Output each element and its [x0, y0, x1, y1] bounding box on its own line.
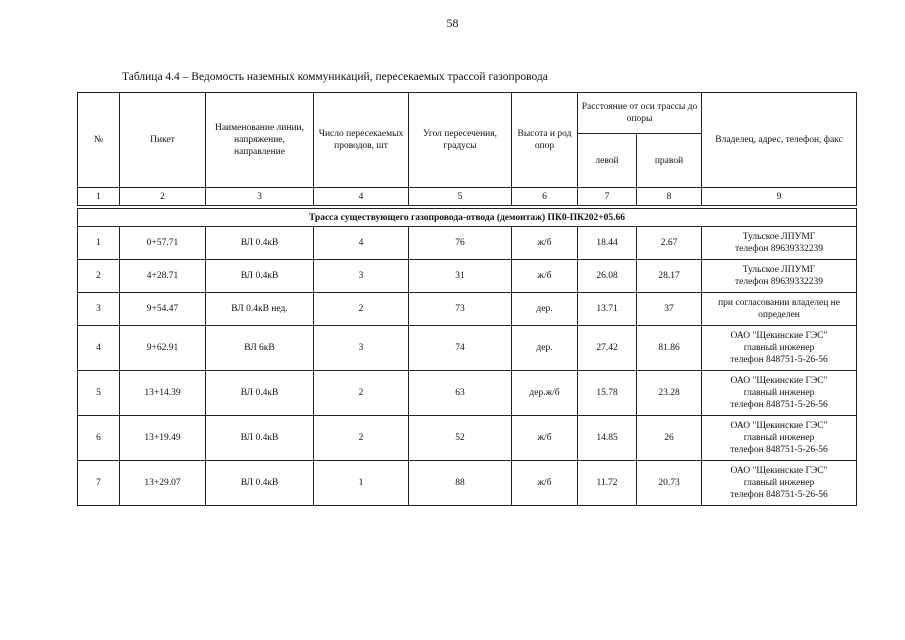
cell-support: дер. — [512, 293, 578, 326]
cell-left-distance: 11.72 — [578, 461, 637, 506]
table-row — [78, 326, 857, 371]
owner-line: определен — [758, 310, 800, 320]
owner-line: ОАО "Щекинские ГЭС" — [730, 466, 828, 476]
cell-piket: 9+62.91 — [120, 326, 206, 371]
cell-left-distance: 27.42 — [578, 326, 637, 371]
cell-angle: 73 — [409, 293, 512, 326]
owner-line: при согласовании владелец не — [718, 298, 840, 308]
cell-wires: 2 — [314, 416, 409, 461]
table-row — [78, 416, 857, 461]
cell-wires: 3 — [314, 260, 409, 293]
cell-support: дер. — [512, 326, 578, 371]
cell-piket: 13+14.39 — [120, 371, 206, 416]
cell-right-distance: 81.86 — [637, 326, 702, 371]
cell-angle: 63 — [409, 371, 512, 416]
cell-support: ж/б — [512, 260, 578, 293]
column-number-row — [78, 188, 857, 206]
cell-piket: 13+29.07 — [120, 461, 206, 506]
cell-num: 7 — [78, 461, 120, 506]
cell-left-distance: 13.71 — [578, 293, 637, 326]
page-number: 58 — [446, 16, 459, 30]
cell-owner — [702, 326, 857, 371]
column-number: 3 — [206, 188, 314, 206]
cell-piket: 4+28.71 — [120, 260, 206, 293]
cell-right-distance: 28.17 — [637, 260, 702, 293]
owner-line: ОАО "Щекинские ГЭС" — [730, 331, 828, 341]
cell-angle: 74 — [409, 326, 512, 371]
header-owner: Владелец, адрес, телефон, факс — [702, 93, 857, 188]
owner-line: телефон 848751-5-26-56 — [730, 355, 828, 365]
header-row — [78, 93, 857, 134]
owner-line: телефон 848751-5-26-56 — [730, 445, 828, 455]
cell-support: ж/б — [512, 461, 578, 506]
cell-owner — [702, 416, 857, 461]
cell-line-name: ВЛ 0.4кВ — [206, 260, 314, 293]
table-row — [78, 371, 857, 416]
section-row — [78, 209, 857, 227]
cell-num: 1 — [78, 227, 120, 260]
cell-owner — [702, 461, 857, 506]
header-num: № — [78, 93, 120, 188]
cell-left-distance: 18.44 — [578, 227, 637, 260]
cell-right-distance: 20.73 — [637, 461, 702, 506]
cell-support: ж/б — [512, 227, 578, 260]
header-piket: Пикет — [120, 93, 206, 188]
cell-line-name: ВЛ 6кВ — [206, 326, 314, 371]
cell-owner — [702, 371, 857, 416]
table-row — [78, 227, 857, 260]
owner-line: телефон 848751-5-26-56 — [730, 400, 828, 410]
cell-wires: 2 — [314, 293, 409, 326]
column-number: 1 — [78, 188, 120, 206]
cell-right-distance: 37 — [637, 293, 702, 326]
cell-owner — [702, 260, 857, 293]
cell-angle: 76 — [409, 227, 512, 260]
cell-right-distance: 2.67 — [637, 227, 702, 260]
column-number: 2 — [120, 188, 206, 206]
cell-left-distance: 14.85 — [578, 416, 637, 461]
cell-wires: 3 — [314, 326, 409, 371]
cell-angle: 88 — [409, 461, 512, 506]
owner-line: Тульское ЛПУМГ — [742, 265, 816, 275]
cell-owner — [702, 293, 857, 326]
cell-wires: 1 — [314, 461, 409, 506]
column-number: 6 — [512, 188, 578, 206]
cell-num: 6 — [78, 416, 120, 461]
owner-line: главный инженер — [743, 388, 815, 398]
column-number: 5 — [409, 188, 512, 206]
table-caption: Таблица 4.4 – Ведомость наземных коммуникаций, пересекаемых трассой газопровода — [122, 71, 548, 83]
owner-line: главный инженер — [743, 343, 815, 353]
owner-line: главный инженер — [743, 478, 815, 488]
cell-piket: 9+54.47 — [120, 293, 206, 326]
owner-line: Тульское ЛПУМГ — [742, 232, 816, 242]
cell-left-distance: 15.78 — [578, 371, 637, 416]
section-title: Трасса существующего газопровода-отвода (демонтаж) ПК0-ПК202+05.66 — [78, 209, 857, 227]
cell-num: 4 — [78, 326, 120, 371]
communications-table — [77, 92, 857, 506]
cell-angle: 52 — [409, 416, 512, 461]
header-right: правой — [637, 134, 702, 188]
header-support: Высота и род опор — [512, 93, 578, 188]
owner-line: ОАО "Щекинские ГЭС" — [730, 421, 828, 431]
cell-line-name: ВЛ 0.4кВ — [206, 371, 314, 416]
column-number: 7 — [578, 188, 637, 206]
cell-wires: 2 — [314, 371, 409, 416]
table-row — [78, 461, 857, 506]
header-wires: Число пересекаемых проводов, шт — [314, 93, 409, 188]
table-row — [78, 293, 857, 326]
cell-right-distance: 23.28 — [637, 371, 702, 416]
cell-right-distance: 26 — [637, 416, 702, 461]
header-distance: Расстояние от оси трассы до опоры — [578, 93, 702, 134]
cell-line-name: ВЛ 0.4кВ нед. — [206, 293, 314, 326]
column-number: 9 — [702, 188, 857, 206]
cell-line-name: ВЛ 0.4кВ — [206, 461, 314, 506]
owner-line: телефон 89639332239 — [734, 277, 824, 287]
owner-line: главный инженер — [743, 433, 815, 443]
header-angle: Угол пересечения, градусы — [409, 93, 512, 188]
owner-line: телефон 89639332239 — [734, 244, 824, 254]
cell-wires: 4 — [314, 227, 409, 260]
cell-support: ж/б — [512, 416, 578, 461]
cell-num: 5 — [78, 371, 120, 416]
cell-owner — [702, 227, 857, 260]
cell-left-distance: 26.08 — [578, 260, 637, 293]
column-number: 8 — [637, 188, 702, 206]
cell-num: 2 — [78, 260, 120, 293]
owner-line: телефон 848751-5-26-56 — [730, 490, 828, 500]
cell-line-name: ВЛ 0.4кВ — [206, 227, 314, 260]
table-row — [78, 260, 857, 293]
column-number: 4 — [314, 188, 409, 206]
cell-line-name: ВЛ 0.4кВ — [206, 416, 314, 461]
owner-line: ОАО "Щекинские ГЭС" — [730, 376, 828, 386]
header-line-name: Наименование линии, напряжение, направление — [206, 93, 314, 188]
cell-angle: 31 — [409, 260, 512, 293]
cell-piket: 0+57.71 — [120, 227, 206, 260]
cell-support: дер.ж/б — [512, 371, 578, 416]
cell-piket: 13+19.49 — [120, 416, 206, 461]
cell-num: 3 — [78, 293, 120, 326]
header-left: левой — [578, 134, 637, 188]
